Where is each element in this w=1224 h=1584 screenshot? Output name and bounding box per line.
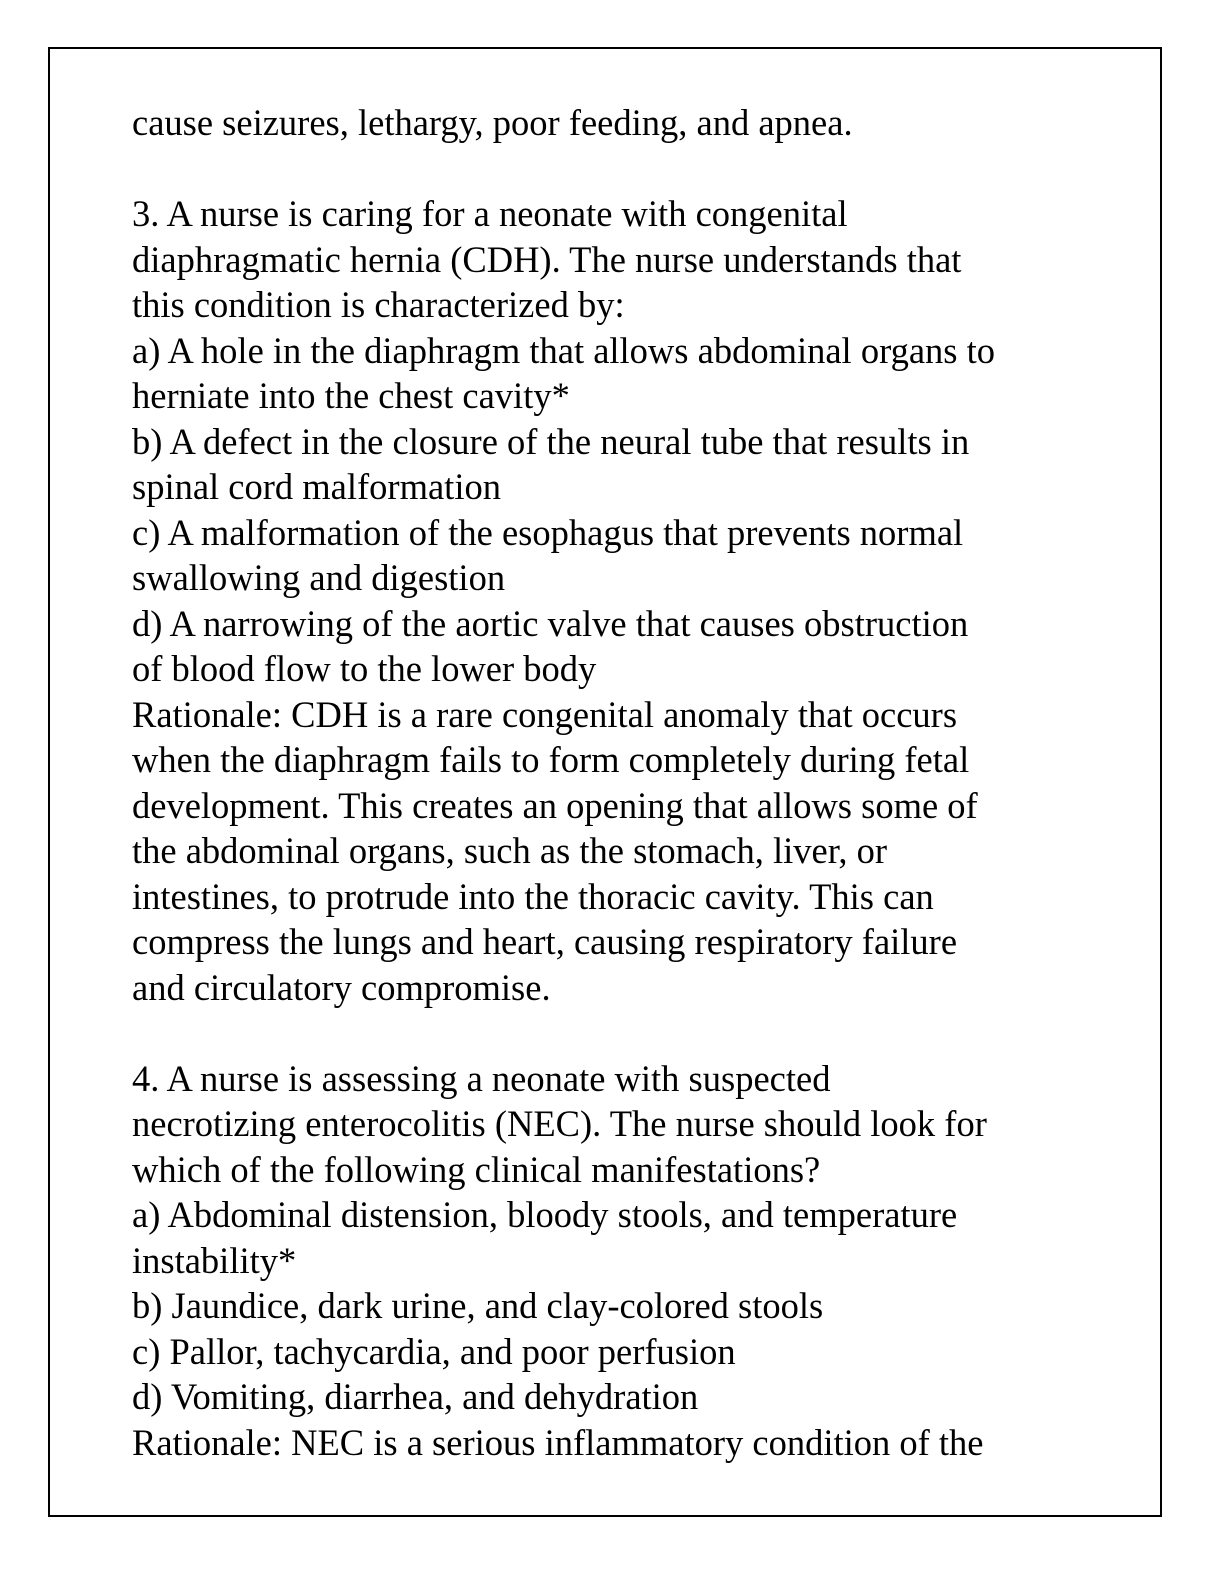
question-4-option-d: d) Vomiting, diarrhea, and dehydration [132,1376,699,1417]
paragraph-gap [132,146,1132,192]
question-3-option-d: d) A narrowing of the aortic valve that causes obstruction [132,602,969,644]
question-3-option-c: c) A malformation of the esophagus that prevents normal [132,511,964,553]
question-4-rationale: Rationale: NEC is a serious inflammatory condition of the [132,1421,984,1463]
question-4-option-c: c) Pallor, tachycardia, and poor perfusion [132,1330,736,1372]
question-3-rationale: and circulatory compromise. [132,966,551,1008]
question-4-stem: which of the following clinical manifestations? [132,1148,821,1190]
question-4-option-a: a) Abdominal distension, bloody stools, and temperature [132,1194,958,1235]
question-3-stem: this condition is characterized by: [132,284,625,325]
question-3-option-a: herniate into the chest cavity* [132,375,570,416]
question-3-option-b: b) A defect in the closure of the neural tube that results in [132,420,970,462]
question-4-stem: 4. A nurse is assessing a neonate with suspected [132,1057,831,1099]
question-3-option-b: spinal cord malformation [132,466,501,507]
question-3-option-a: a) A hole in the diaphragm that allows abdominal organs to [132,329,995,371]
question-3-option-c: swallowing and digestion [132,557,506,598]
question-3-rationale: the abdominal organs, such as the stomach, liver, or [132,830,888,871]
question-3-stem: 3. A nurse is caring for a neonate with congenital [132,193,848,234]
question-3-rationale: when the diaphragm fails to form completely during fetal [132,739,970,780]
document-body [132,100,1132,1465]
question-3-stem: diaphragmatic hernia (CDH). The nurse understands that [132,238,962,280]
question-3-rationale: compress the lungs and heart, causing respiratory failure [132,921,958,962]
text-line: cause seizures, lethargy, poor feeding, and apnea. [132,102,853,143]
question-4-option-a: instability* [132,1239,297,1281]
question-3-rationale: Rationale: CDH is a rare congenital anomaly that occurs [132,693,958,735]
question-3-rationale: development. This creates an opening that allows some of [132,784,978,826]
question-4-stem: necrotizing enterocolitis (NEC). The nurse should look for [132,1103,987,1144]
question-4-option-b: b) Jaundice, dark urine, and clay-colored stools [132,1285,824,1326]
question-3-rationale: intestines, to protrude into the thoracic cavity. This can [132,875,934,917]
question-3-option-d: of blood flow to the lower body [132,648,597,689]
paragraph-gap [132,1010,1132,1056]
